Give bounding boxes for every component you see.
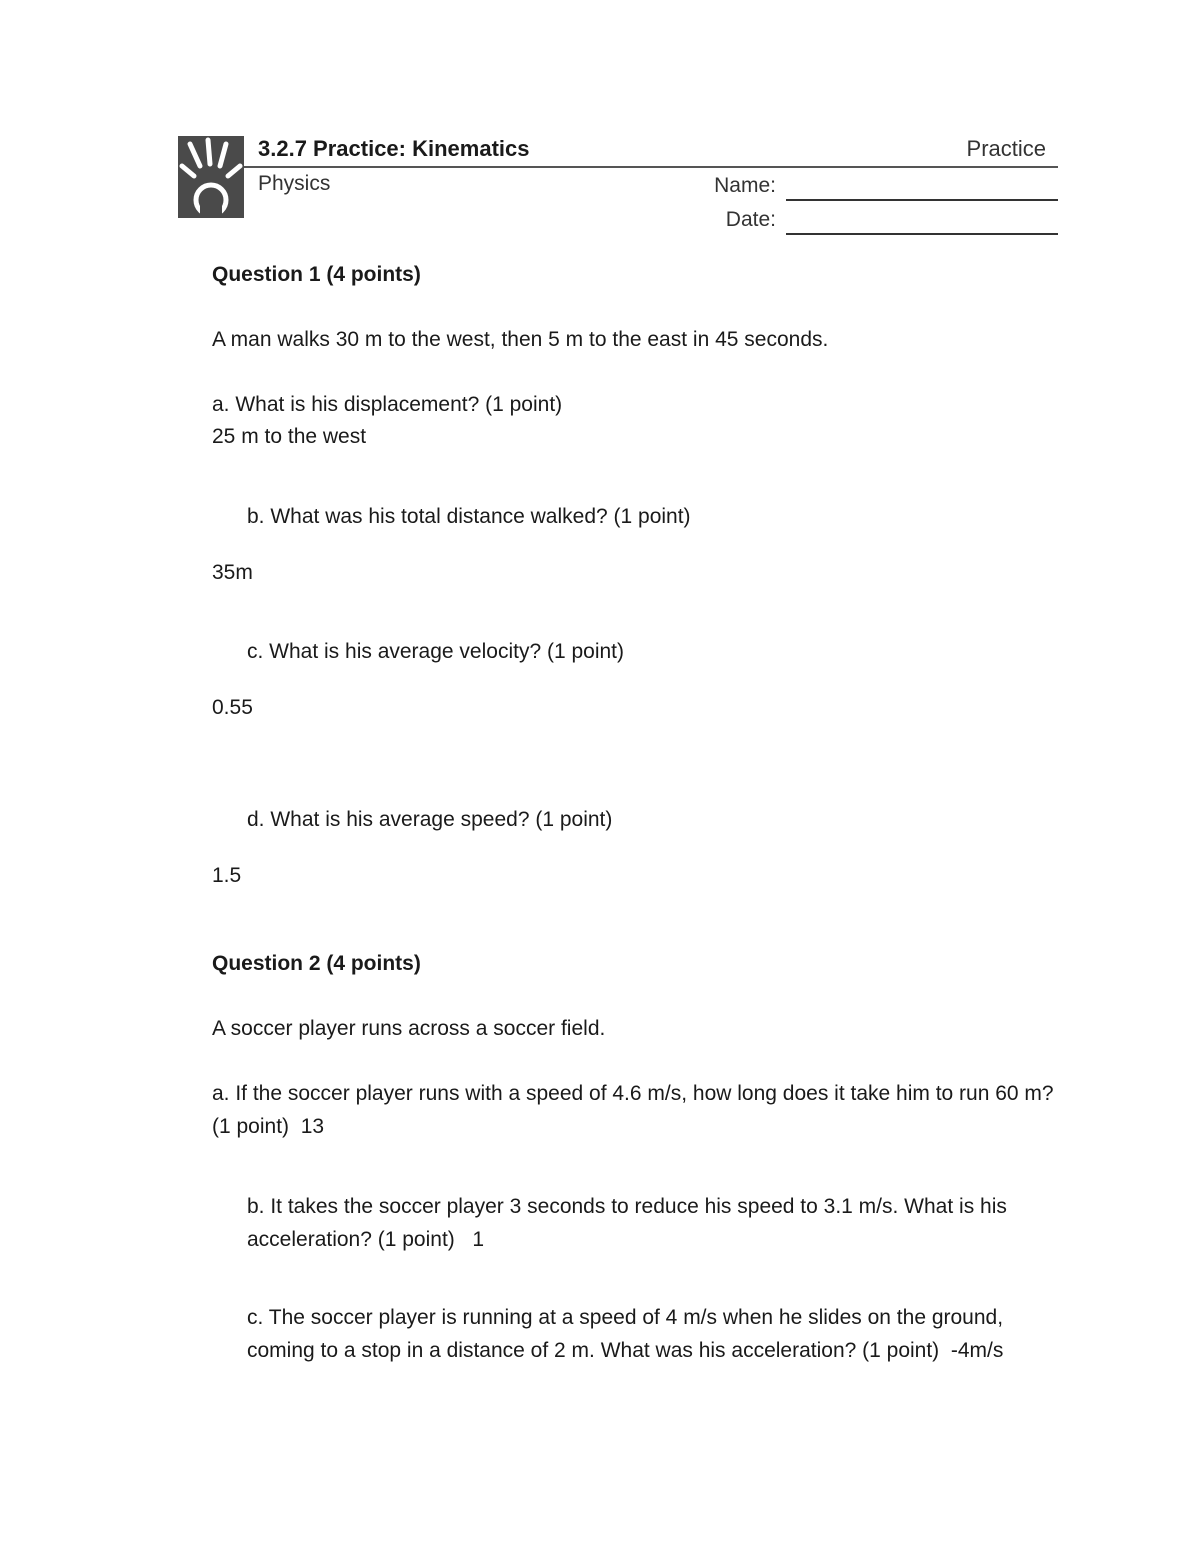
question-2c-block — [247, 1301, 1058, 1367]
answer-1a: 25 m to the west — [212, 425, 367, 448]
date-field[interactable] — [786, 233, 1058, 235]
header-rule — [244, 166, 1058, 168]
question-2-heading: Question 2 (4 points) — [212, 952, 421, 975]
answer-2b: 1 — [472, 1228, 484, 1251]
question-1a: a. What is his displacement? (1 point) — [212, 393, 563, 416]
answer-1b: 35m — [212, 561, 253, 584]
subject-label: Physics — [258, 172, 331, 195]
question-1-prompt: A man walks 30 m to the west, then 5 m to the east in 45 seconds. — [212, 328, 829, 351]
question-2b-block — [247, 1190, 1058, 1256]
answer-2c: -4m/s — [950, 1339, 1004, 1362]
question-1d: d. What is his average speed? (1 point) — [247, 808, 613, 831]
name-field[interactable] — [786, 199, 1058, 201]
answer-1d: 1.5 — [212, 864, 242, 887]
question-1c: c. What is his average velocity? (1 point) — [247, 640, 624, 663]
worksheet-type: Practice — [966, 136, 1046, 161]
name-label: Name: — [714, 174, 776, 197]
question-2a-block — [212, 1077, 1058, 1143]
question-2-prompt: A soccer player runs across a soccer field. — [212, 1017, 606, 1040]
question-1-heading: Question 1 (4 points) — [212, 263, 421, 286]
question-2b: b. It takes the soccer player 3 seconds to reduce his speed to 3.1 m/s. What is his acceleration? (1 point) — [247, 1195, 1007, 1251]
question-2a: a. If the soccer player runs with a speed of 4.6 m/s, how long does it take him to run 60 m? (1 point) — [212, 1082, 1054, 1138]
question-2c: c. The soccer player is running at a speed of 4 m/s when he slides on the ground, coming to a stop in a distance of 2 m. What was his acceleration? (1 point) — [247, 1306, 1004, 1362]
answer-1c: 0.55 — [212, 696, 253, 719]
question-1b: b. What was his total distance walked? (1 point) — [247, 505, 691, 528]
date-label: Date: — [725, 208, 776, 231]
school-logo-icon — [178, 136, 244, 218]
worksheet-title: 3.2.7 Practice: Kinematics — [258, 136, 530, 161]
answer-2a: 13 — [300, 1115, 325, 1138]
